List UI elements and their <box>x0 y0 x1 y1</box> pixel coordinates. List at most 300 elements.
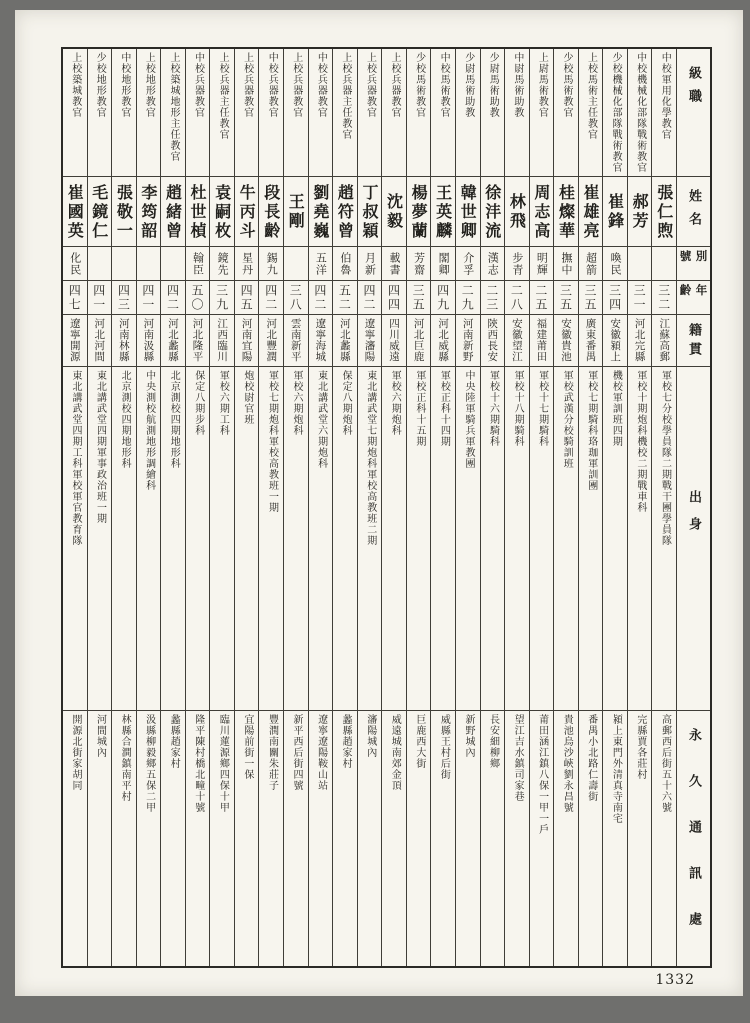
person-origin: 東北講武堂七期炮科軍校高教班二期 <box>364 370 376 546</box>
alias-cell <box>628 247 652 281</box>
origin-cell <box>63 367 87 711</box>
person-age: 三八 <box>288 284 303 312</box>
age-cell <box>603 281 627 315</box>
origin-cell <box>456 367 480 711</box>
person-address: 新平西后街四號 <box>291 714 303 791</box>
person-origin: 北京測校四期地形科 <box>168 370 180 469</box>
name-cell <box>505 177 529 247</box>
age-cell <box>579 281 603 315</box>
person-origin: 保定八期步科 <box>192 370 204 436</box>
origin-cell <box>358 367 382 711</box>
person-rank: 上校築城教官 <box>69 52 81 118</box>
person-address: 汲縣柳毅鄉五保二甲 <box>143 714 155 813</box>
person-address: 完縣賈各莊村 <box>634 714 646 780</box>
person-address: 隆平陳村橋北疃十號 <box>192 714 204 813</box>
person-name: 段長齡 <box>261 183 281 241</box>
person-address: 長安細柳鄉 <box>487 714 499 769</box>
address-cell <box>652 711 676 966</box>
person-column <box>627 49 652 966</box>
name-cell <box>382 177 406 247</box>
name-cell <box>88 177 112 247</box>
person-alias: 錫九 <box>265 252 279 276</box>
origin-cell <box>505 367 529 711</box>
header-cell-origin <box>677 367 710 711</box>
name-cell <box>530 177 554 247</box>
person-origin: 軍校正科十四期 <box>438 370 450 447</box>
person-native-place: 河北蠡縣 <box>166 318 179 362</box>
native-place-cell <box>431 315 455 367</box>
address-cell <box>186 711 210 966</box>
person-alias: 芳齋 <box>412 252 426 276</box>
person-native-place: 河南宜陽 <box>240 318 253 362</box>
person-column <box>185 49 210 966</box>
person-age: 四一 <box>140 284 155 312</box>
person-alias: 星丹 <box>240 252 254 276</box>
alias-cell <box>481 247 505 281</box>
native-place-cell <box>530 315 554 367</box>
name-cell <box>554 177 578 247</box>
person-age: 三四 <box>607 284 622 312</box>
person-name: 張仁煦 <box>654 183 674 241</box>
native-place-cell <box>382 315 406 367</box>
rank-cell <box>309 49 333 177</box>
name-cell <box>161 177 185 247</box>
person-age: 四二 <box>361 284 376 312</box>
person-rank: 上校馬術主任教官 <box>585 52 597 140</box>
address-cell <box>530 711 554 966</box>
person-alias: 五洋 <box>314 252 328 276</box>
address-cell <box>235 711 259 966</box>
person-age: 三九 <box>214 284 229 312</box>
person-alias: 撫中 <box>559 252 573 276</box>
person-name: 崔國英 <box>65 183 85 241</box>
person-rank: 中校兵器教官 <box>266 52 278 118</box>
person-age: 五二 <box>337 284 352 312</box>
age-cell <box>407 281 431 315</box>
rank-cell <box>431 49 455 177</box>
person-rank: 中校兵器教官 <box>192 52 204 118</box>
origin-cell <box>431 367 455 711</box>
person-native-place: 雲南新平 <box>289 318 302 362</box>
native-place-cell <box>407 315 431 367</box>
person-origin: 中央陸軍騎兵軍教團 <box>462 370 474 469</box>
age-cell <box>628 281 652 315</box>
person-origin: 東北講武堂六期炮科 <box>315 370 327 469</box>
person-column <box>529 49 554 966</box>
native-place-cell <box>603 315 627 367</box>
person-age: 三五 <box>411 284 426 312</box>
alias-cell <box>137 247 161 281</box>
age-cell <box>210 281 234 315</box>
person-name: 劉堯巍 <box>310 183 330 241</box>
alias-cell <box>259 247 283 281</box>
person-age: 三一 <box>632 284 647 312</box>
age-cell <box>530 281 554 315</box>
person-name: 沈毅 <box>384 193 404 231</box>
alias-cell <box>407 247 431 281</box>
age-cell <box>309 281 333 315</box>
page-number: 1332 <box>655 972 695 988</box>
person-native-place: 河北完縣 <box>633 318 646 362</box>
person-name: 王剛 <box>286 193 306 231</box>
native-place-cell <box>554 315 578 367</box>
age-header-label: 年齡 <box>678 284 709 299</box>
person-column <box>406 49 431 966</box>
person-address: 莆田涵江鎮八保一甲一戶 <box>536 714 548 835</box>
alias-cell <box>431 247 455 281</box>
person-alias: 化民 <box>68 252 82 276</box>
person-name: 韓世卿 <box>458 183 478 241</box>
person-native-place: 安徽貴池 <box>559 318 572 362</box>
age-cell <box>235 281 259 315</box>
person-rank: 上校兵器主任教官 <box>339 52 351 140</box>
person-column <box>602 49 627 966</box>
person-native-place: 遼寧海城 <box>314 318 327 362</box>
person-origin: 軍校十八期騎科 <box>512 370 524 447</box>
origin-cell <box>235 367 259 711</box>
name-cell <box>481 177 505 247</box>
header-cell-native-place <box>677 315 710 367</box>
name-cell <box>235 177 259 247</box>
person-name: 郝芳 <box>630 193 650 231</box>
address-cell <box>358 711 382 966</box>
person-age: 四七 <box>67 284 82 312</box>
alias-cell <box>603 247 627 281</box>
person-alias: 翰臣 <box>191 252 205 276</box>
person-name: 張敬一 <box>114 183 134 241</box>
rank-cell <box>333 49 357 177</box>
alias-cell <box>456 247 480 281</box>
rank-cell <box>603 49 627 177</box>
address-cell <box>284 711 308 966</box>
person-name: 徐沣流 <box>482 183 502 241</box>
person-rank: 少校馬術教官 <box>560 52 572 118</box>
origin-cell <box>333 367 357 711</box>
person-age: 三五 <box>558 284 573 312</box>
person-address: 新野城內 <box>462 714 474 758</box>
name-cell <box>407 177 431 247</box>
native-place-cell <box>505 315 529 367</box>
person-column <box>381 49 406 966</box>
person-name: 毛鏡仁 <box>89 183 109 241</box>
age-cell <box>652 281 676 315</box>
person-native-place: 遼寧瀋陽 <box>363 318 376 362</box>
origin-cell <box>382 367 406 711</box>
person-origin: 炮校尉官班 <box>241 370 253 425</box>
origin-cell <box>579 367 603 711</box>
person-rank: 上校兵器教官 <box>241 52 253 118</box>
person-name: 崔雄亮 <box>581 183 601 241</box>
origin-cell <box>284 367 308 711</box>
person-age: 四二 <box>165 284 180 312</box>
person-age: 五〇 <box>190 284 205 312</box>
person-name: 楊夢蘭 <box>409 183 429 241</box>
native-place-header-label: 籍貫 <box>686 323 701 361</box>
person-native-place: 安徽望江 <box>510 318 523 362</box>
native-place-cell <box>481 315 505 367</box>
person-origin: 軍校六期炮科 <box>291 370 303 436</box>
person-alias: 明輝 <box>535 252 549 276</box>
address-cell <box>456 711 480 966</box>
person-column <box>357 49 382 966</box>
person-age: 二九 <box>460 284 475 312</box>
person-address: 高郵西后街五十六號 <box>659 714 671 813</box>
address-cell <box>161 711 185 966</box>
rank-cell <box>481 49 505 177</box>
person-address: 豐潤南關朱莊子 <box>266 714 278 791</box>
person-name: 牛丙斗 <box>237 183 257 241</box>
person-native-place: 四川威遠 <box>388 318 401 362</box>
age-cell <box>456 281 480 315</box>
person-age: 四一 <box>91 284 106 312</box>
origin-cell <box>186 367 210 711</box>
age-cell <box>505 281 529 315</box>
person-column <box>553 49 578 966</box>
name-cell <box>137 177 161 247</box>
person-rank: 上校地形教官 <box>143 52 155 118</box>
person-age: 四二 <box>263 284 278 312</box>
name-cell <box>333 177 357 247</box>
age-cell <box>554 281 578 315</box>
rank-cell <box>358 49 382 177</box>
person-column <box>160 49 185 966</box>
header-cell-name <box>677 177 710 247</box>
age-cell <box>284 281 308 315</box>
origin-header-label: 出身 <box>686 490 701 544</box>
person-column <box>651 49 676 966</box>
person-origin: 軍校七分校學員隊二期戰干團學員隊 <box>659 370 671 546</box>
rank-cell <box>112 49 136 177</box>
name-cell <box>63 177 87 247</box>
person-alias: 步青 <box>510 252 524 276</box>
origin-cell <box>652 367 676 711</box>
alias-cell <box>382 247 406 281</box>
person-column <box>283 49 308 966</box>
person-origin: 軍校七期騎科珞珈軍訓團 <box>585 370 597 491</box>
header-cell-rank <box>677 49 710 177</box>
name-cell <box>652 177 676 247</box>
person-age: 四九 <box>435 284 450 312</box>
native-place-cell <box>309 315 333 367</box>
person-native-place: 遼寧開源 <box>68 318 81 362</box>
person-alias: 超箭 <box>584 252 598 276</box>
native-place-cell <box>284 315 308 367</box>
person-origin: 保定八期炮科 <box>340 370 352 436</box>
person-name: 崔鋒 <box>605 193 625 231</box>
origin-cell <box>554 367 578 711</box>
person-native-place: 陝西長安 <box>486 318 499 362</box>
age-cell <box>333 281 357 315</box>
person-column <box>504 49 529 966</box>
alias-cell <box>63 247 87 281</box>
person-address: 潁上東門外清真寺南宅 <box>610 714 622 824</box>
person-native-place: 河南汲縣 <box>142 318 155 362</box>
age-cell <box>481 281 505 315</box>
header-column <box>676 49 710 966</box>
rank-cell <box>652 49 676 177</box>
person-origin: 機校軍訓班四期 <box>610 370 622 447</box>
person-name: 趙緒曾 <box>163 183 183 241</box>
name-cell <box>112 177 136 247</box>
name-header-label: 姓名 <box>686 189 701 235</box>
person-origin: 軍校十期炮科機校二期戰車科 <box>634 370 646 513</box>
native-place-cell <box>628 315 652 367</box>
rank-header-label: 級職 <box>686 66 701 112</box>
address-cell <box>505 711 529 966</box>
person-origin: 軍校十六期騎科 <box>487 370 499 447</box>
person-name: 王英麟 <box>433 183 453 241</box>
rank-cell <box>161 49 185 177</box>
person-rank: 少尉馬術助教 <box>487 52 499 118</box>
person-rank: 少校機械化部隊戰術教官 <box>610 52 622 173</box>
person-alias: 月新 <box>363 252 377 276</box>
age-cell <box>186 281 210 315</box>
person-column <box>480 49 505 966</box>
address-cell <box>628 711 652 966</box>
person-name: 桂燦華 <box>556 183 576 241</box>
person-age: 三五 <box>583 284 598 312</box>
native-place-cell <box>358 315 382 367</box>
person-age: 二八 <box>509 284 524 312</box>
header-cell-address <box>677 711 710 966</box>
person-origin: 北京測校四期地形科 <box>119 370 131 469</box>
person-name: 李筠韶 <box>138 183 158 241</box>
person-alias: 載書 <box>388 252 402 276</box>
person-address: 河間城內 <box>94 714 106 758</box>
alias-cell <box>579 247 603 281</box>
rank-cell <box>210 49 234 177</box>
person-origin: 東北講武堂四期軍事政治班一期 <box>94 370 106 524</box>
person-alias: 伯魯 <box>338 252 352 276</box>
native-place-cell <box>456 315 480 367</box>
age-cell <box>161 281 185 315</box>
rank-cell <box>63 49 87 177</box>
name-cell <box>186 177 210 247</box>
person-age: 二三 <box>484 284 499 312</box>
origin-cell <box>628 367 652 711</box>
alias-cell <box>161 247 185 281</box>
age-cell <box>382 281 406 315</box>
name-cell <box>579 177 603 247</box>
origin-cell <box>210 367 234 711</box>
person-native-place: 福建莆田 <box>535 318 548 362</box>
person-name: 趙符曾 <box>335 183 355 241</box>
address-cell <box>579 711 603 966</box>
person-alias: 鏡先 <box>216 252 230 276</box>
address-cell <box>431 711 455 966</box>
age-cell <box>88 281 112 315</box>
person-name: 袁嗣枚 <box>212 183 232 241</box>
person-origin: 軍校武漢分校騎訓班 <box>561 370 573 469</box>
person-address: 威縣王村后街 <box>438 714 450 780</box>
person-origin: 軍校正科十五期 <box>413 370 425 447</box>
alias-cell <box>309 247 333 281</box>
person-column <box>234 49 259 966</box>
person-rank: 少校馬術教官 <box>413 52 425 118</box>
name-cell <box>456 177 480 247</box>
person-native-place: 江西臨川 <box>216 318 229 362</box>
alias-cell <box>284 247 308 281</box>
person-rank: 中校兵器教官 <box>315 52 327 118</box>
person-alias: 漢志 <box>486 252 500 276</box>
person-column <box>111 49 136 966</box>
name-cell <box>358 177 382 247</box>
age-cell <box>358 281 382 315</box>
address-cell <box>309 711 333 966</box>
person-native-place: 河北隆平 <box>191 318 204 362</box>
rank-cell <box>284 49 308 177</box>
address-cell <box>63 711 87 966</box>
native-place-cell <box>579 315 603 367</box>
person-address: 宜陽前街一保 <box>241 714 253 780</box>
rank-cell <box>628 49 652 177</box>
person-column <box>136 49 161 966</box>
person-column <box>332 49 357 966</box>
header-cell-alias <box>677 247 710 281</box>
person-rank: 少校地形教官 <box>94 52 106 118</box>
alias-header-label: 別號 <box>678 250 709 265</box>
address-cell <box>407 711 431 966</box>
alias-cell <box>530 247 554 281</box>
person-native-place: 河北威縣 <box>437 318 450 362</box>
person-rank: 上尉馬術教官 <box>536 52 548 118</box>
person-address: 臨川蓮源鄉四保十甲 <box>217 714 229 813</box>
alias-cell <box>333 247 357 281</box>
alias-cell <box>652 247 676 281</box>
person-origin: 軍校六期炮科 <box>389 370 401 436</box>
native-place-cell <box>161 315 185 367</box>
native-place-cell <box>88 315 112 367</box>
rank-cell <box>382 49 406 177</box>
person-column <box>430 49 455 966</box>
person-name: 周志高 <box>531 183 551 241</box>
person-rank: 中校馬術教官 <box>438 52 450 118</box>
person-address: 望江吉水鎮司家巷 <box>512 714 524 802</box>
native-place-cell <box>63 315 87 367</box>
native-place-cell <box>137 315 161 367</box>
name-cell <box>284 177 308 247</box>
origin-cell <box>481 367 505 711</box>
origin-cell <box>603 367 627 711</box>
age-cell <box>63 281 87 315</box>
rank-cell <box>554 49 578 177</box>
person-origin: 軍校六期工科 <box>217 370 229 436</box>
age-cell <box>431 281 455 315</box>
address-cell <box>137 711 161 966</box>
person-native-place: 江蘇高郵 <box>658 318 671 362</box>
person-rank: 中校機械化部隊戰術教官 <box>634 52 646 173</box>
person-age: 三二 <box>656 284 671 312</box>
name-cell <box>431 177 455 247</box>
alias-cell <box>235 247 259 281</box>
person-address: 開源北街家胡同 <box>69 714 81 791</box>
origin-cell <box>137 367 161 711</box>
alias-cell <box>88 247 112 281</box>
native-place-cell <box>259 315 283 367</box>
native-place-cell <box>333 315 357 367</box>
rank-cell <box>235 49 259 177</box>
person-rank: 上校築城地形主任教官 <box>167 52 179 162</box>
person-address: 瀋陽城內 <box>364 714 376 758</box>
person-origin: 軍校十七期騎科 <box>536 370 548 447</box>
native-place-cell <box>186 315 210 367</box>
person-rank: 上校兵器主任教官 <box>217 52 229 140</box>
address-header-label: 永久通訊處 <box>686 728 701 958</box>
person-native-place: 河南林縣 <box>117 318 130 362</box>
person-native-place: 廣東番禺 <box>584 318 597 362</box>
origin-cell <box>530 367 554 711</box>
origin-cell <box>407 367 431 711</box>
